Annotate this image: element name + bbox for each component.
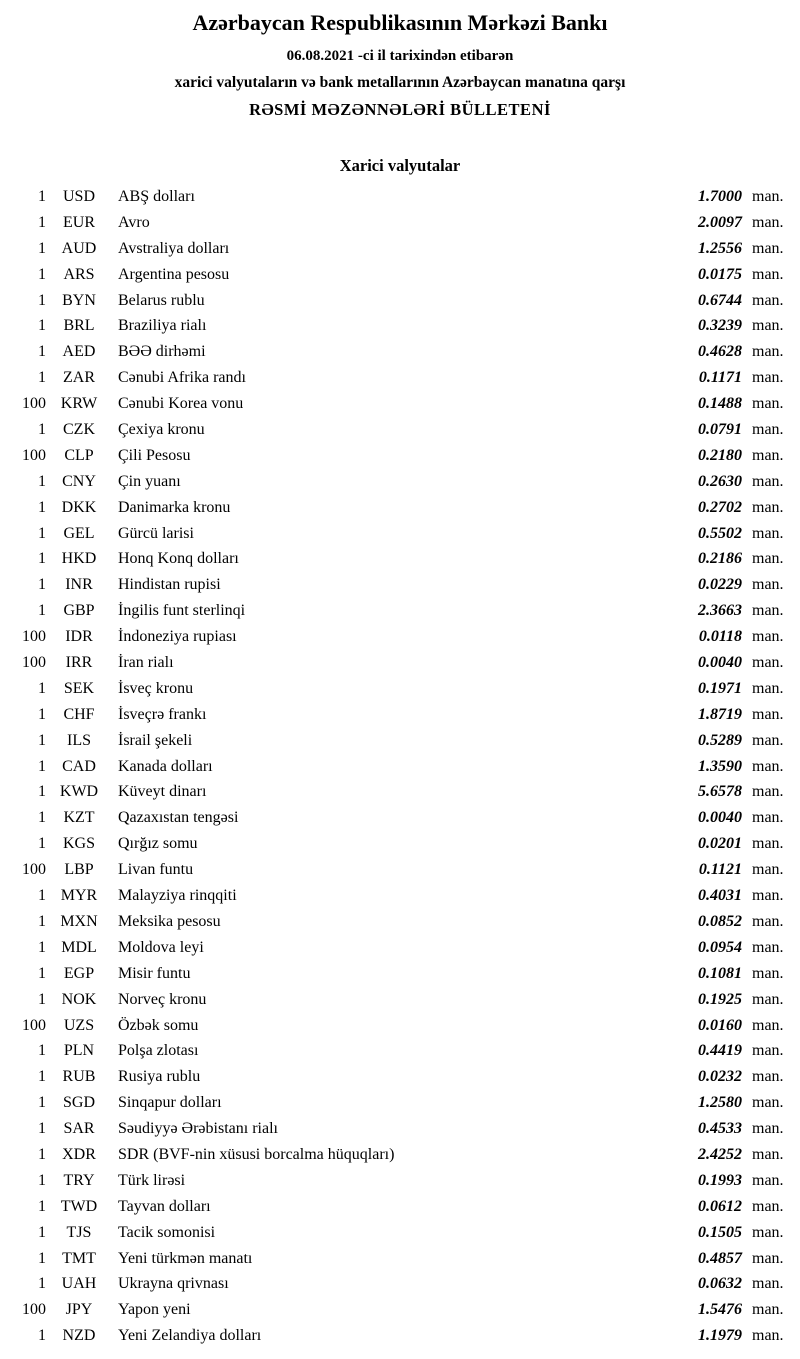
row-unit: man.	[752, 421, 784, 439]
row-unit: man.	[752, 576, 784, 594]
table-row	[0, 1327, 800, 1353]
row-rate: 0.0160	[698, 1016, 742, 1034]
row-name: İndoneziya rupiası	[118, 628, 237, 646]
row-qty: 1	[38, 213, 46, 231]
row-code: IRR	[65, 654, 93, 672]
table-row	[0, 913, 800, 939]
table-row	[0, 1146, 800, 1172]
table-row	[0, 343, 800, 369]
table-row	[0, 1275, 800, 1301]
row-code: USD	[62, 188, 95, 205]
row-qty: 100	[22, 446, 46, 464]
row-name: İngilis funt sterlinqi	[118, 602, 246, 620]
row-code: ZAR	[63, 369, 95, 387]
row-rate: 0.4857	[698, 1249, 742, 1267]
row-name: Avstraliya dolları	[118, 239, 230, 257]
table-row	[0, 680, 800, 706]
row-rate: 0.1171	[698, 369, 742, 387]
row-unit: man.	[752, 1120, 784, 1138]
row-qty: 1	[38, 757, 46, 775]
row-rate: 0.6744	[698, 291, 742, 309]
row-unit: man.	[752, 654, 784, 672]
table-row	[0, 447, 800, 473]
row-qty: 100	[22, 861, 46, 879]
row-unit: man.	[752, 912, 784, 930]
row-unit: man.	[752, 265, 784, 283]
row-qty: 1	[38, 421, 46, 439]
row-rate: 1.2580	[698, 1094, 742, 1112]
row-rate: 0.4628	[698, 343, 742, 361]
row-rate: 5.6578	[698, 783, 742, 801]
row-rate: 0.1993	[698, 1171, 742, 1189]
row-name: Çexiya kronu	[118, 421, 205, 439]
row-name: Cənubi Afrika randı	[118, 369, 246, 387]
row-qty: 1	[38, 343, 46, 361]
row-code: AUD	[61, 239, 97, 257]
row-rate: 0.0791	[698, 421, 742, 439]
row-name: Ukrayna qrivnası	[118, 1275, 229, 1293]
table-row	[0, 292, 800, 318]
row-qty: 1	[38, 472, 46, 490]
row-rate: 0.0040	[698, 809, 742, 827]
row-code: AED	[62, 343, 96, 361]
row-rate: 0.0852	[698, 912, 742, 930]
row-unit: man.	[752, 938, 784, 956]
row-qty: 100	[22, 395, 46, 413]
row-code: TMT	[62, 1249, 96, 1267]
row-unit: man.	[752, 835, 784, 853]
row-unit: man.	[752, 783, 784, 801]
row-name: Çin yuanı	[118, 472, 181, 490]
table-row	[0, 395, 800, 421]
row-qty: 1	[38, 912, 46, 930]
row-unit: man.	[752, 1197, 784, 1215]
row-code: CZK	[63, 421, 95, 439]
row-qty: 1	[38, 1223, 46, 1241]
row-qty: 1	[38, 1275, 46, 1293]
row-rate: 2.3663	[698, 602, 742, 620]
row-qty: 1	[38, 1120, 46, 1138]
row-rate: 0.1121	[698, 861, 742, 879]
row-qty: 1	[38, 964, 46, 982]
row-name: Səudiyyə Ərəbistanı rialı	[118, 1120, 278, 1138]
row-code: KWD	[59, 783, 99, 801]
table-row	[0, 758, 800, 784]
table-row	[0, 1198, 800, 1224]
row-name: Cənubi Korea vonu	[118, 395, 244, 413]
row-code: TRY	[63, 1171, 95, 1189]
row-code: IDR	[65, 628, 93, 646]
row-name: Çili Pesosu	[118, 446, 191, 464]
row-qty: 1	[38, 1145, 46, 1163]
row-qty: 1	[38, 1197, 46, 1215]
subject-line: xarici valyutaların və bank metallarının Azərbaycan manatına qarşı	[174, 74, 626, 91]
row-name: Yeni Zelandiya dolları	[118, 1327, 262, 1345]
table-row	[0, 1042, 800, 1068]
row-code: PLN	[63, 1042, 95, 1060]
row-code: CAD	[62, 757, 96, 775]
currency-rates-table	[0, 188, 800, 1353]
row-unit: man.	[752, 1145, 784, 1163]
table-row	[0, 1250, 800, 1276]
row-unit: man.	[752, 705, 784, 723]
table-row	[0, 1172, 800, 1198]
table-row	[0, 939, 800, 965]
row-code: EUR	[63, 213, 95, 231]
row-unit: man.	[752, 628, 784, 646]
row-rate: 0.0175	[698, 265, 742, 283]
row-code: EGP	[63, 964, 95, 982]
currency-table-body	[0, 188, 800, 1353]
row-unit: man.	[752, 1068, 784, 1086]
row-name: Livan funtu	[118, 861, 194, 879]
row-code: TWD	[60, 1197, 98, 1215]
row-qty: 1	[38, 809, 46, 827]
row-rate: 0.1971	[698, 679, 742, 697]
row-qty: 1	[38, 1171, 46, 1189]
row-name: Tacik somonisi	[118, 1223, 216, 1241]
row-rate: 0.1925	[698, 990, 742, 1008]
row-code: KRW	[60, 395, 98, 413]
row-qty: 1	[38, 679, 46, 697]
row-rate: 0.1505	[698, 1223, 742, 1241]
row-qty: 1	[38, 498, 46, 516]
row-name: Özbək somu	[118, 1016, 199, 1034]
table-row	[0, 421, 800, 447]
row-unit: man.	[752, 188, 784, 205]
table-row	[0, 1017, 800, 1043]
row-name: Argentina pesosu	[118, 265, 230, 283]
row-rate: 0.3239	[698, 317, 742, 335]
row-code: BYN	[62, 291, 96, 309]
row-code: TJS	[66, 1223, 92, 1241]
row-name: Misir funtu	[118, 964, 191, 982]
row-code: SAR	[63, 1120, 95, 1138]
row-name: Küveyt dinarı	[118, 783, 207, 801]
row-name: Belarus rublu	[118, 291, 205, 309]
row-rate: 1.8719	[698, 705, 742, 723]
row-unit: man.	[752, 498, 784, 516]
row-rate: 0.2702	[698, 498, 742, 516]
row-qty: 100	[22, 1016, 46, 1034]
row-qty: 1	[38, 938, 46, 956]
row-code: ILS	[67, 731, 91, 749]
row-unit: man.	[752, 317, 784, 335]
table-row	[0, 550, 800, 576]
row-rate: 0.0612	[698, 1197, 742, 1215]
row-name: Türk lirəsi	[118, 1171, 186, 1189]
table-row	[0, 1301, 800, 1327]
row-unit: man.	[752, 472, 784, 490]
row-unit: man.	[752, 1171, 784, 1189]
table-row	[0, 369, 800, 395]
row-unit: man.	[752, 343, 784, 361]
row-qty: 1	[38, 1094, 46, 1112]
row-name: Gürcü larisi	[118, 524, 194, 542]
row-qty: 1	[38, 188, 46, 205]
row-unit: man.	[752, 1249, 784, 1267]
row-name: Qırğız somu	[118, 835, 198, 853]
row-name: Yeni türkmən manatı	[118, 1249, 253, 1267]
row-unit: man.	[752, 1094, 784, 1112]
row-unit: man.	[752, 964, 784, 982]
document-header	[0, 10, 800, 120]
row-name: İsveç kronu	[118, 679, 194, 697]
row-qty: 1	[38, 524, 46, 542]
row-name: Kanada dolları	[118, 757, 213, 775]
row-rate: 1.2556	[698, 239, 742, 257]
row-rate: 0.0118	[698, 628, 742, 646]
row-rate: 0.0232	[698, 1068, 742, 1086]
row-code: UZS	[63, 1016, 95, 1034]
row-name: Danimarka kronu	[118, 498, 231, 516]
row-name: İsveçrə frankı	[118, 705, 207, 723]
row-code: KGS	[62, 835, 95, 853]
row-unit: man.	[752, 809, 784, 827]
row-rate: 0.2630	[698, 472, 742, 490]
table-row	[0, 887, 800, 913]
row-unit: man.	[752, 395, 784, 413]
row-code: SGD	[62, 1094, 95, 1112]
row-qty: 1	[38, 239, 46, 257]
row-qty: 100	[22, 628, 46, 646]
table-row	[0, 628, 800, 654]
row-rate: 1.3590	[698, 757, 742, 775]
row-name: Norveç kronu	[118, 990, 207, 1008]
row-unit: man.	[752, 524, 784, 542]
effective-date-line: 06.08.2021 -ci il tarixindən etibarən	[286, 48, 514, 64]
row-qty: 1	[38, 731, 46, 749]
row-code: BRL	[63, 317, 95, 335]
row-code: XDR	[62, 1145, 96, 1163]
section-title-foreign-currencies: Xarici valyutalar	[339, 156, 461, 175]
row-name: Tayvan dolları	[118, 1197, 211, 1215]
row-qty: 1	[38, 990, 46, 1008]
row-qty: 1	[38, 1327, 46, 1345]
row-code: CNY	[62, 472, 96, 490]
row-unit: man.	[752, 369, 784, 387]
table-row	[0, 602, 800, 628]
table-row	[0, 240, 800, 266]
row-rate: 1.5476	[698, 1301, 742, 1319]
row-name: İsrail şekeli	[118, 731, 193, 749]
row-code: JPY	[65, 1301, 93, 1319]
row-rate: 0.1488	[698, 395, 742, 413]
row-code: CLP	[64, 446, 94, 464]
row-unit: man.	[752, 213, 784, 231]
row-name: Qazaxıstan tengəsi	[118, 809, 239, 827]
row-unit: man.	[752, 1016, 784, 1034]
table-row	[0, 783, 800, 809]
row-name: Avro	[118, 213, 150, 231]
row-code: MDL	[61, 938, 97, 956]
row-unit: man.	[752, 861, 784, 879]
row-rate: 0.4419	[698, 1042, 742, 1060]
row-name: Sinqapur dolları	[118, 1094, 222, 1112]
table-row	[0, 266, 800, 292]
table-row	[0, 525, 800, 551]
table-row	[0, 499, 800, 525]
row-qty: 1	[38, 317, 46, 335]
row-name: Rusiya rublu	[118, 1068, 201, 1086]
row-code: UAH	[61, 1275, 97, 1293]
row-unit: man.	[752, 1223, 784, 1241]
row-qty: 1	[38, 291, 46, 309]
row-code: NOK	[61, 990, 97, 1008]
table-row	[0, 1224, 800, 1250]
row-rate: 0.0040	[698, 654, 742, 672]
bulletin-title: RƏSMİ MƏZƏNNƏLƏRİ BÜLLETENİ	[249, 100, 551, 119]
row-rate: 0.0954	[698, 938, 742, 956]
row-unit: man.	[752, 446, 784, 464]
row-code: HKD	[61, 550, 97, 568]
row-rate: 0.4031	[698, 887, 742, 905]
table-row	[0, 576, 800, 602]
row-rate: 1.1979	[698, 1327, 742, 1345]
row-code: RUB	[62, 1068, 96, 1086]
row-code: LBP	[64, 861, 94, 879]
row-unit: man.	[752, 1275, 784, 1293]
row-rate: 0.4533	[698, 1120, 742, 1138]
row-qty: 1	[38, 265, 46, 283]
row-rate: 0.2180	[698, 446, 742, 464]
table-row	[0, 991, 800, 1017]
row-name: SDR (BVF-nin xüsusi borcalma hüquqları)	[118, 1145, 395, 1163]
table-row	[0, 1068, 800, 1094]
table-row	[0, 1094, 800, 1120]
row-qty: 1	[38, 550, 46, 568]
row-code: KZT	[63, 809, 95, 827]
table-row	[0, 654, 800, 680]
row-code: SEK	[63, 679, 95, 697]
row-unit: man.	[752, 679, 784, 697]
row-name: Malayziya rinqqiti	[118, 887, 237, 905]
row-unit: man.	[752, 602, 784, 620]
row-name: İran rialı	[118, 654, 174, 672]
table-row	[0, 861, 800, 887]
row-unit: man.	[752, 291, 784, 309]
row-rate: 1.7000	[698, 188, 742, 205]
row-name: Yapon yeni	[118, 1301, 191, 1319]
row-code: MYR	[60, 887, 98, 905]
row-unit: man.	[752, 731, 784, 749]
row-rate: 0.0201	[698, 835, 742, 853]
table-row	[0, 473, 800, 499]
row-name: Polşa zlotası	[118, 1042, 199, 1060]
table-row	[0, 706, 800, 732]
row-code: MXN	[60, 912, 98, 930]
row-name: BƏƏ dirhəmi	[118, 343, 206, 361]
table-row	[0, 214, 800, 240]
row-unit: man.	[752, 239, 784, 257]
row-name: ABŞ dolları	[118, 188, 195, 205]
row-name: Moldova leyi	[118, 938, 204, 956]
table-row	[0, 188, 800, 214]
row-code: DKK	[61, 498, 97, 516]
row-rate: 0.1081	[698, 964, 742, 982]
table-row	[0, 317, 800, 343]
row-name: Hindistan rupisi	[118, 576, 221, 594]
row-unit: man.	[752, 757, 784, 775]
row-qty: 1	[38, 602, 46, 620]
row-qty: 1	[38, 1042, 46, 1060]
row-code: CHF	[63, 705, 95, 723]
row-rate: 0.0229	[698, 576, 742, 594]
table-row	[0, 732, 800, 758]
row-qty: 1	[38, 705, 46, 723]
row-code: NZD	[62, 1327, 96, 1345]
row-code: GEL	[63, 524, 95, 542]
row-qty: 100	[22, 654, 46, 672]
row-rate: 0.2186	[698, 550, 742, 568]
row-rate: 2.4252	[698, 1145, 742, 1163]
table-row	[0, 965, 800, 991]
row-name: Braziliya rialı	[118, 317, 207, 335]
row-unit: man.	[752, 990, 784, 1008]
row-qty: 1	[38, 887, 46, 905]
table-row	[0, 809, 800, 835]
row-rate: 0.5502	[698, 524, 742, 542]
row-code: GBP	[63, 602, 95, 620]
row-name: Honq Konq dolları	[118, 550, 239, 568]
bank-name-title: Azərbaycan Respublikasının Mərkəzi Bankı	[192, 10, 608, 35]
row-code: INR	[65, 576, 93, 594]
row-unit: man.	[752, 1042, 784, 1060]
row-unit: man.	[752, 1301, 784, 1319]
row-qty: 1	[38, 783, 46, 801]
row-unit: man.	[752, 887, 784, 905]
row-name: Meksika pesosu	[118, 912, 221, 930]
row-qty: 1	[38, 1068, 46, 1086]
row-rate: 0.5289	[698, 731, 742, 749]
row-qty: 100	[22, 1301, 46, 1319]
row-unit: man.	[752, 550, 784, 568]
row-rate: 2.0097	[698, 213, 742, 231]
row-qty: 1	[38, 369, 46, 387]
row-rate: 0.0632	[698, 1275, 742, 1293]
row-qty: 1	[38, 1249, 46, 1267]
table-row	[0, 835, 800, 861]
table-row	[0, 1120, 800, 1146]
row-qty: 1	[38, 576, 46, 594]
row-unit: man.	[752, 1327, 784, 1345]
row-qty: 1	[38, 835, 46, 853]
row-code: ARS	[63, 265, 95, 283]
